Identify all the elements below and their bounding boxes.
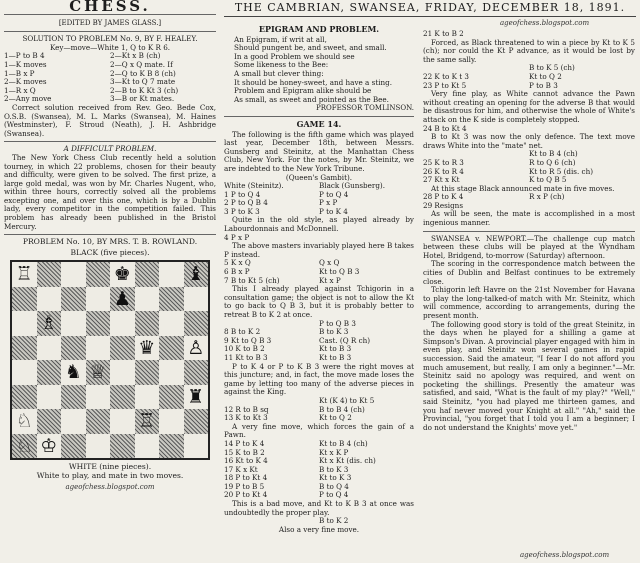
move-text: Kt to B 4 (ch) <box>319 438 368 448</box>
divider <box>4 141 216 142</box>
divider <box>4 234 216 235</box>
move-text: P x P <box>319 198 338 208</box>
move-text: Cast. (Q R ch) <box>319 335 371 345</box>
board-square <box>37 360 62 385</box>
problem-task: White to play, and mate in two moves. <box>36 471 184 481</box>
board-square <box>135 409 160 434</box>
board-square <box>135 434 160 459</box>
move-text: 21 K to B 2 <box>423 29 464 38</box>
move-text: P to B 3 <box>529 80 558 90</box>
board-square <box>86 287 111 312</box>
board-square <box>86 311 111 336</box>
black-rook-icon: ♜ <box>187 385 205 408</box>
divider <box>224 116 414 117</box>
white-rook-icon: ♖ <box>15 263 33 286</box>
game-intro: The following is the fifth game which was played last year, December 18th, between Messrs. Gunsberg and Steinitz, at the Manhattan Chess Club, New York. For the notes, by Mr. Steinitz, we are indebted to the New York Tribune. <box>224 129 414 173</box>
move-text: 10 K to B 2 <box>224 344 265 354</box>
board-square <box>159 360 184 385</box>
board-square <box>110 262 135 287</box>
note: Also a very fine move. <box>278 524 360 534</box>
board-square <box>184 360 209 385</box>
poem-line: Some likeness to the Bee: <box>234 60 329 70</box>
white-queen-icon: ♕ <box>89 361 107 384</box>
moves-block <box>423 64 635 90</box>
board-square <box>37 385 62 410</box>
move-text: 26 K to R 4 <box>423 166 464 176</box>
board-square <box>12 409 37 434</box>
watermark-url-bottom: ageofchess.blogspot.com <box>520 551 610 559</box>
black-label: BLACK (five pieces). <box>70 247 150 257</box>
board-square <box>110 360 135 385</box>
board-square <box>110 287 135 312</box>
newspaper-header: THE CAMBRIAN, SWANSEA, FRIDAY, DECEMBER 18, 1891. <box>224 0 636 17</box>
move-text: B to K 5 (ch) <box>529 63 575 73</box>
move-text: P to K 4 <box>319 206 348 216</box>
move-text: 13 K to Kt 3 <box>224 413 268 423</box>
solution-move: 1—B x P <box>4 68 35 78</box>
board-square <box>135 336 160 361</box>
solution-move: 2—Kt x B (ch) <box>110 51 161 61</box>
move-text: R x P (ch) <box>529 192 565 202</box>
move-text: B to K 3 <box>319 327 349 337</box>
move-text: 8 B to K 2 <box>224 327 261 337</box>
moves-block <box>224 397 414 423</box>
poem-line: In a good Problem we should see <box>234 51 355 61</box>
move-text: Kt x P <box>319 275 341 285</box>
move-text: Q x Q <box>319 258 340 268</box>
black-knight-icon: ♞ <box>64 361 82 384</box>
move-text: 3 P to K 3 <box>224 206 260 216</box>
board-square <box>184 385 209 410</box>
board-square <box>110 409 135 434</box>
solution-move: 2—Q to K B 8 (ch) <box>110 68 176 78</box>
solution-move: 3—B or Kt mates. <box>110 94 175 104</box>
solution-move: 3—Kt to Q 7 mate <box>110 77 176 87</box>
board-square <box>12 434 37 459</box>
epigram-game-column <box>224 22 414 534</box>
move-text: P to Q 4 <box>319 490 349 500</box>
move-text: 15 K to B 2 <box>224 447 265 457</box>
move-text: 20 P to Kt 4 <box>224 490 268 500</box>
poem-author: PROFESSOR TOMLINSON. <box>316 104 414 113</box>
move-text: 14 P to K 4 <box>224 438 265 448</box>
move-text: 22 K to K t 3 <box>423 71 469 81</box>
news-item: Tchigorin left Havre on the 21st November for Havana to play the long-talked-of match with Mr. Steinitz, which will commence, according to arrangements, during the present month. <box>423 285 635 320</box>
move-text: Kt to R 5 (dis. ch) <box>529 166 594 176</box>
move-text: 29 Resigns <box>423 200 464 210</box>
moves-block <box>224 440 414 500</box>
board-square <box>86 409 111 434</box>
game-title: GAME 14. <box>296 118 342 129</box>
move-text: 6 B x P <box>224 267 250 277</box>
poem-line: Should pungent be, and sweet, and small. <box>234 43 387 53</box>
divider <box>423 231 635 232</box>
board-square <box>184 287 209 312</box>
board-square <box>86 262 111 287</box>
board-square <box>61 311 86 336</box>
move-text: 7 B to Kt 5 (ch) <box>224 275 280 285</box>
move-text: 4 P x P <box>224 232 250 242</box>
move-text: Kt to Q B 3 <box>319 267 360 277</box>
board-square <box>159 385 184 410</box>
board-square <box>159 409 184 434</box>
news-item: The following good story is told of the great Steinitz, in the days when he played for a shilling a game at Simpson's Divan. A provincial player engaged with him in even play, and Steinitz won several games in rapid succession. Said the amateur, "I fear I do not afford you much amusement, but really, I am only a beginner."—Mr. Steinitz said no apology was required, and went on pocketing the shillings. Presently the amateur was satisfied, and said, "What is the fault of my play?" "Well," said Steinitz, "you had played me thirteen games, and you haf never moved your Knight at all." "Ah," said the Provincial, "you forget that I told you I am a beginner; I do not understand the Knights' move yet." <box>423 319 635 432</box>
editor-credit: [EDITED BY JAMES GLASS.] <box>58 18 162 27</box>
board-square <box>61 287 86 312</box>
move-text: 28 P to K 4 <box>423 192 464 202</box>
moves-block <box>224 191 414 217</box>
board-square <box>110 385 135 410</box>
black-bishop-icon: ♝ <box>187 263 205 286</box>
board-square <box>37 262 62 287</box>
move-text: 12 R to B sq <box>224 404 269 414</box>
black-king-icon: ♚ <box>113 263 131 286</box>
board-square <box>12 385 37 410</box>
board-square <box>184 336 209 361</box>
board-square <box>86 385 111 410</box>
poem-line: An Epigram, if writ at all, <box>234 34 327 44</box>
board-square <box>37 311 62 336</box>
board-square <box>184 434 209 459</box>
board-square <box>135 287 160 312</box>
poem-line: It should be honey-sweet, and have a sting. <box>234 77 393 87</box>
board-square <box>12 311 37 336</box>
board-square <box>110 311 135 336</box>
board-square <box>61 409 86 434</box>
move-text: Kt to Q 2 <box>529 71 562 81</box>
move-text: P to Q B 3 <box>319 318 356 328</box>
board-square <box>61 262 86 287</box>
poem <box>224 36 414 105</box>
difficult-problem-title: A DIFFICULT PROBLEM. <box>63 144 157 154</box>
watermark-url-col1: ageofchess.blogspot.com <box>65 482 155 491</box>
problem-heading: PROBLEM No. 10, BY MRS. T. B. ROWLAND. <box>22 237 198 247</box>
move-text: Kt to B 4 (ch) <box>529 149 578 159</box>
solution-move: 1—R x Q <box>4 85 36 95</box>
board-square <box>159 434 184 459</box>
move-text: 19 P to B 5 <box>224 481 265 491</box>
note: Quite in the old style, as played already by Labourdonnais and McDonnell. <box>224 215 414 234</box>
board-square <box>110 434 135 459</box>
move-text: 2 P to Q B 4 <box>224 198 268 208</box>
move-text: 23 P to Kt 5 <box>423 80 467 90</box>
chess-column <box>4 0 216 491</box>
key-move: Key—move—White 1, Q to K R 6. <box>49 42 171 52</box>
epigram-title: EPIGRAM AND PROBLEM. <box>258 24 380 34</box>
chess-board <box>10 260 210 460</box>
correct-solvers: Correct solution received from Rev. Geo. Bede Cox, O.S.B. (Swansea), M. L. Marks (Swansea), M. Haines (Westminster), F. Stroud (Neath), J. H. Ashbridge (Swansea). <box>4 102 216 138</box>
solution-move: 2—K moves <box>4 77 47 87</box>
move-text: Kt to B 3 <box>319 344 352 354</box>
board-square <box>61 360 86 385</box>
poem-line: A small but clever thing: <box>234 68 324 78</box>
chess-title: CHESS. <box>69 0 151 15</box>
move-text: Kt to Q 2 <box>319 413 352 423</box>
board-square <box>12 262 37 287</box>
white-knight-icon: ♘ <box>15 434 33 457</box>
board-square <box>37 434 62 459</box>
move-text: B to K 2 <box>319 516 349 526</box>
solution-heading: SOLUTION TO PROBLEM No. 9, BY F. HEALEY. <box>22 34 198 44</box>
opening-name: (Queen's Gambit). <box>285 172 353 182</box>
moves-block <box>224 320 414 363</box>
board-square <box>61 434 86 459</box>
note: This is a bad move, and Kt to K B 3 at once was undoubtedly the proper play. <box>224 499 414 517</box>
board-square <box>159 262 184 287</box>
board-square <box>135 262 160 287</box>
move-text: 25 K to R 3 <box>423 157 464 167</box>
solution-move: 2—Any move <box>4 94 52 104</box>
moves-block <box>423 150 635 184</box>
white-bishop-icon: ♗ <box>40 312 58 335</box>
poem-line: As small, as sweet and pointed as the Bee. <box>234 94 389 104</box>
board-square <box>37 336 62 361</box>
white-knight-icon: ♘ <box>15 410 33 433</box>
move-text: Kt (K 4) to Kt 5 <box>319 395 375 405</box>
board-square <box>135 360 160 385</box>
move-text: 5 K x Q <box>224 258 251 268</box>
board-square <box>12 287 37 312</box>
white-pawn-icon: ♙ <box>187 336 205 359</box>
board-square <box>86 336 111 361</box>
board-square <box>184 409 209 434</box>
board-square <box>184 311 209 336</box>
watermark-url-top: ageofchess.blogspot.com <box>500 19 590 27</box>
news-item: SWANSEA v. NEWPORT.—The challenge cup match between these clubs will be played at the Wyndham Hotel, Bridgend, to-morrow (Saturday) afternoon. <box>423 233 635 260</box>
game-continuation-column <box>423 30 635 432</box>
black-player: Black (Gunsberg). <box>319 181 386 191</box>
board-square <box>37 287 62 312</box>
moves-block <box>423 193 635 210</box>
white-player: White (Steinitz). <box>224 181 284 191</box>
move-text: Kt x K P <box>319 447 349 457</box>
move-text: R to Q 6 (ch) <box>529 157 576 167</box>
note: As will be seen, the mate is accomplished in a most ingenious manner. <box>423 209 635 228</box>
note: The above masters invariably played here B takes P instead. <box>224 241 414 259</box>
move-text: B to Q 4 <box>319 481 349 491</box>
move-text: 17 K x Kt <box>224 464 258 474</box>
move-text: Kt to B 3 <box>319 352 352 362</box>
note: P to K 4 or P to K B 3 were the right moves at this juncture; and, in fact, the move made loses the game by letting too many of the adverse pieces in against the King. <box>224 361 414 397</box>
white-king-icon: ♔ <box>40 434 58 457</box>
board-square <box>61 385 86 410</box>
solution-move: 1—P to B 4 <box>4 51 45 61</box>
move-text: 16 Kt to K 4 <box>224 456 268 466</box>
board-square <box>86 360 111 385</box>
board-square <box>86 434 111 459</box>
note: This I already played against Tchigorin in a consultation game; the object is not to allow the Kt to go back to Q B 3, but it is probably better to retreat B to K 2 at once. <box>224 284 414 319</box>
move-text: 24 B to Kt 4 <box>423 123 467 133</box>
move-text: P to Q 4 <box>319 189 349 199</box>
board-square <box>12 360 37 385</box>
board-square <box>12 336 37 361</box>
move-text: Kt x Kt (dis. ch) <box>319 456 376 466</box>
poem-line: Problem and Epigram alike should be <box>234 86 372 96</box>
news-item: The scoring in the correspondence match between the cities of Dublin and Belfast continues to be extremely close. <box>423 259 635 286</box>
white-rook-icon: ♖ <box>138 410 156 433</box>
board-square <box>110 336 135 361</box>
board-square <box>61 336 86 361</box>
board-square <box>159 336 184 361</box>
solution-move: 2—B to K Kt 3 (ch) <box>110 85 179 95</box>
note: Forced, as Black threatened to win a piece by Kt to K 5 (ch); nor could the Kt P advance, as it would be lost by the same sally. <box>423 37 635 64</box>
board-square <box>159 287 184 312</box>
move-text: 9 Kt to Q B 3 <box>224 335 272 345</box>
note: Very fine play, as White cannot advance the Pawn without creating an opening for the adverse B that would be disastrous for him, and otherwise the whole of White's attack on the K side is completely stopped. <box>423 89 635 124</box>
solution-move: 2—Q x Q mate. If <box>110 59 173 69</box>
move-text: Kt to K 3 <box>319 473 352 483</box>
note: A very fine move, which forces the gain of a Pawn. <box>224 421 414 440</box>
board-square <box>37 409 62 434</box>
solution-move: 1—K moves <box>4 59 47 69</box>
move-text: K to Q B 5 <box>529 175 567 185</box>
move-text: 27 Kt x Kt <box>423 175 460 185</box>
black-queen-icon: ♛ <box>138 336 156 359</box>
moves-block <box>224 259 414 285</box>
white-label: WHITE (nine pieces). <box>68 462 152 472</box>
move-text: 11 Kt to B 3 <box>224 352 268 362</box>
move-text: 1 P to Q 4 <box>224 189 261 199</box>
note: At this stage Black announced mate in five moves. <box>431 183 615 193</box>
difficult-problem-text: The New York Chess Club recently held a solution tourney, in which 22 problems, chosen for their beauty and difficulty, were given to be solved. The first prize, a large gold medal, was won by Mr. Charles Nugent, who, within three hours, correctly solved all the problems excepting one, and over this one, which is by a Dublin lady, every competitor in the competition failed. This problem has already been published in the Bristol Mercury. <box>4 152 216 231</box>
move-text: B to K 3 <box>319 464 349 474</box>
board-square <box>159 311 184 336</box>
board-square <box>184 262 209 287</box>
board-square <box>135 311 160 336</box>
solution-lines <box>4 52 216 104</box>
board-square <box>135 385 160 410</box>
note: B to Kt 3 was now the only defence. The text move draws White into the "mate" net. <box>423 132 635 150</box>
black-pawn-icon: ♟ <box>113 287 131 310</box>
divider <box>4 31 216 32</box>
move-text: B to B 4 (ch) <box>319 404 365 414</box>
move-text: 18 P to Kt 4 <box>224 473 268 483</box>
